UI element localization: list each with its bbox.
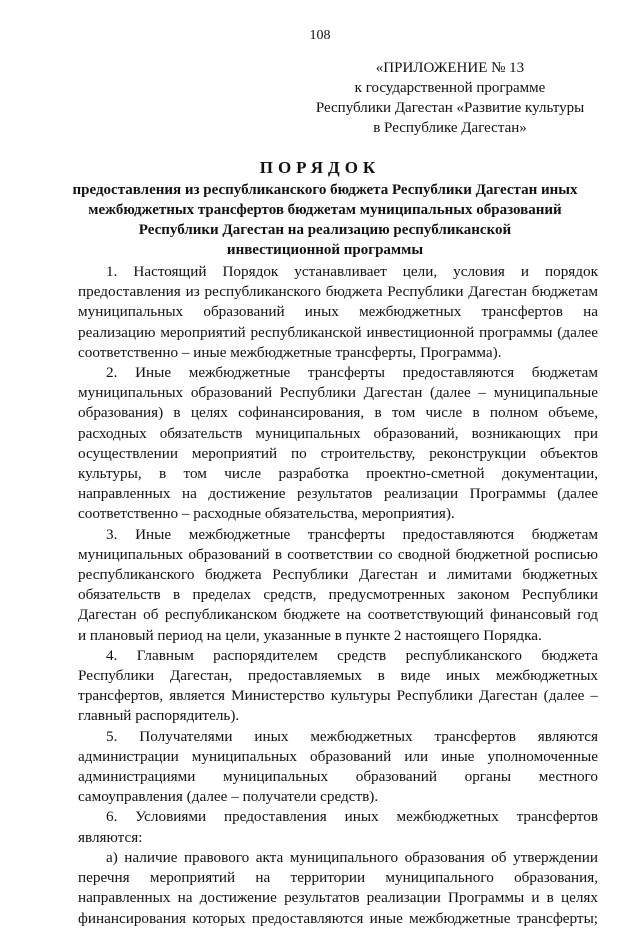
body-line: 6. Условиями предоставления иных межбюджетных трансфертов: [106, 808, 598, 826]
body-line: 1. Настоящий Порядок устанавливает цели, условия и порядок: [106, 263, 598, 280]
body-line: трансфертов, является Министерство культуры Республики Дагестан (далее –: [78, 687, 598, 705]
body-line: расходных обязательств муниципальных образований, возникающих при: [78, 424, 598, 442]
body-line: финансирования которых предоставляются иные межбюджетные трансферты;: [78, 909, 598, 927]
body-line: муниципальных образований иных межбюджетных трансфертов на: [78, 303, 598, 321]
appendix-line: «ПРИЛОЖЕНИЕ № 13: [375, 60, 525, 76]
body-line: администрациями муниципальных образований органы местного: [78, 768, 598, 786]
body-line: муниципальных образований в соответствии со сводной бюджетной росписью: [78, 545, 598, 563]
body-line: соответственно – иные межбюджетные трансферты, Программа).: [78, 343, 502, 361]
body-line: 4. Главным распорядителем средств республиканского бюджета: [106, 646, 598, 664]
body-line: самоуправления (далее – получатели средств).: [78, 788, 379, 806]
body-line: являются:: [78, 828, 143, 846]
appendix-line: в Республике Дагестан»: [373, 120, 527, 136]
body-line: муниципальных образований Республики Дагестан (далее – муниципальные: [78, 384, 598, 402]
subtitle-line: Республики Дагестан на реализацию республиканской: [138, 222, 512, 238]
body-line: реализацию мероприятий республиканской инвестиционной программы (далее: [78, 323, 598, 341]
body-line: предоставления из республиканского бюджета Республики Дагестан бюджетам: [78, 283, 598, 301]
body-line: направленных на достижение результатов реализации Программы и в целях: [78, 889, 598, 907]
subtitle-line: инвестиционной программы: [226, 242, 424, 258]
body-line: осуществлении мероприятий по строительству, реконструкции объектов: [78, 444, 598, 462]
appendix-block: [300, 58, 600, 138]
body-line: культуры, в том числе разработка проектно-сметной документации,: [78, 465, 598, 483]
subtitle-line: предоставления из республиканского бюджета Республики Дагестан иных: [72, 182, 578, 198]
page-number: 108: [309, 28, 331, 43]
body-line: республиканского бюджета Республики Дагестан и лимитами бюджетных: [78, 566, 598, 584]
appendix-line: Республики Дагестан «Развитие культуры: [315, 100, 585, 116]
document-subtitle: [60, 180, 590, 260]
body-line: и плановый период на цели, указанные в пункте 2 настоящего Порядка.: [78, 626, 542, 644]
body-line: а) наличие правового акта муниципального образования об утверждении: [106, 848, 598, 866]
body-line: перечня мероприятий на территории муниципального образования,: [78, 869, 598, 887]
body-line: соответственно – расходные обязательства, мероприятия).: [78, 505, 455, 523]
body-line: Дагестан об республиканском бюджете на соответствующий финансовый год: [78, 606, 598, 624]
body-line: образования) в целях софинансирования, в том числе в полном объеме,: [78, 404, 598, 422]
body-line: администрации муниципальных образований или иные уполномоченные: [78, 747, 598, 765]
body-line: обязательств в пределах средств, предусмотренных законом Республики: [78, 586, 598, 604]
body-line: Республики Дагестан, предоставляемых в виде иных межбюджетных: [78, 667, 598, 685]
body-line: 2. Иные межбюджетные трансферты предоставляются бюджетам: [106, 364, 598, 382]
body-line: 5. Получателями иных межбюджетных трансфертов являются: [106, 727, 598, 745]
subtitle-line: межбюджетных трансфертов бюджетам муниципальных образований: [88, 202, 562, 218]
document-title: ПОРЯДОК: [259, 158, 381, 177]
body-line: 3. Иные межбюджетные трансферты предоставляются бюджетам: [106, 525, 598, 543]
body-line: главный распорядитель).: [78, 707, 240, 725]
appendix-line: к государственной программе: [354, 80, 546, 96]
body-line: направленных на достижение результатов реализации Программы (далее: [78, 485, 598, 503]
document-body: [78, 262, 598, 929]
